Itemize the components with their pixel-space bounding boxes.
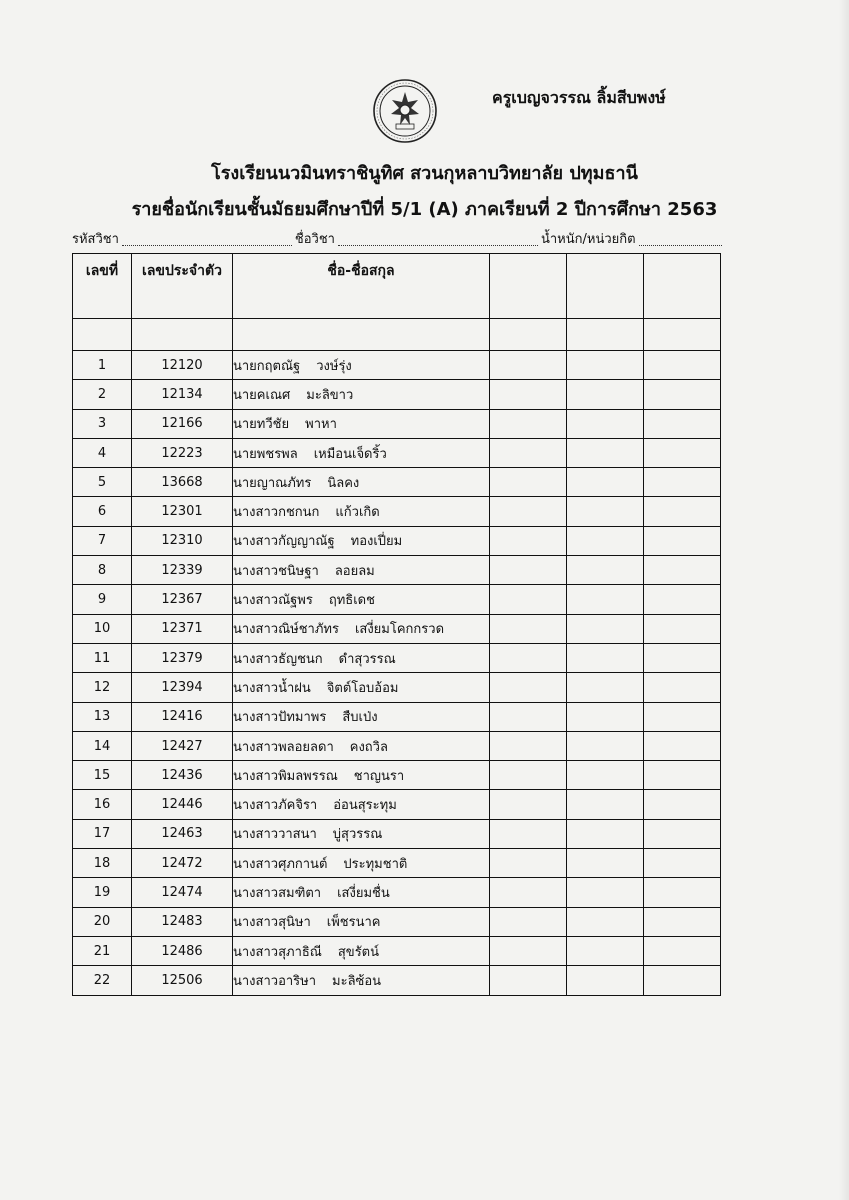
- row-first-name: นางสาวกชกนก: [233, 505, 320, 521]
- row-blank-cell-3: [644, 438, 721, 467]
- row-blank-cell-3: [644, 556, 721, 585]
- table-row: [73, 819, 721, 848]
- row-full-name: [233, 643, 490, 672]
- school-title: โรงเรียนนวมินทราชินูทิศ สวนกุหลาบวิทยาลัย ปทุมธานี: [211, 163, 638, 184]
- row-student-id: 12339: [132, 556, 233, 585]
- row-full-name: [233, 702, 490, 731]
- row-student-id: 12134: [132, 380, 233, 409]
- row-first-name: นางสาวพลอยลดา: [233, 739, 334, 755]
- row-last-name: อ่อนสุระทุม: [333, 798, 397, 814]
- row-student-id: 12310: [132, 526, 233, 555]
- row-first-name: นายญาณภัทร: [233, 475, 312, 491]
- row-full-name: [233, 556, 490, 585]
- row-last-name: ชาญนรา: [353, 768, 405, 784]
- row-blank-cell-1: [490, 819, 567, 848]
- row-full-name: [233, 819, 490, 848]
- row-full-name: [233, 966, 490, 995]
- row-full-name: [233, 673, 490, 702]
- row-blank-cell-2: [567, 556, 644, 585]
- row-number: 5: [73, 468, 132, 497]
- row-number: 20: [73, 907, 132, 936]
- row-number: 1: [73, 351, 132, 380]
- subject-code-blank: [122, 244, 292, 246]
- row-student-id: 12379: [132, 643, 233, 672]
- row-blank-cell-3: [644, 966, 721, 995]
- table-row: [73, 673, 721, 702]
- spacer-cell: [490, 319, 567, 351]
- row-blank-cell-3: [644, 878, 721, 907]
- row-number: 22: [73, 966, 132, 995]
- row-number: 21: [73, 936, 132, 965]
- table-row: [73, 380, 721, 409]
- header-full-name: ชื่อ-ชื่อสกุล: [233, 254, 490, 319]
- row-blank-cell-2: [567, 849, 644, 878]
- spacer-cell: [73, 319, 132, 351]
- row-blank-cell-2: [567, 702, 644, 731]
- credit-blank: [639, 244, 722, 246]
- row-first-name: นายพชรพล: [233, 446, 298, 462]
- row-blank-cell-1: [490, 380, 567, 409]
- row-blank-cell-1: [490, 731, 567, 760]
- row-blank-cell-1: [490, 849, 567, 878]
- row-blank-cell-2: [567, 351, 644, 380]
- row-first-name: นางสาวชนิษฐา: [233, 563, 319, 579]
- credit-label: น้ำหนัก/หน่วยกิต: [540, 232, 636, 247]
- row-blank-cell-2: [567, 936, 644, 965]
- row-full-name: [233, 497, 490, 526]
- subject-name-blank: [338, 244, 538, 246]
- row-first-name: นางสาวณัฐพร: [233, 593, 313, 609]
- row-number: 6: [73, 497, 132, 526]
- table-row: [73, 790, 721, 819]
- row-student-id: 12120: [132, 351, 233, 380]
- row-number: 3: [73, 409, 132, 438]
- row-blank-cell-3: [644, 936, 721, 965]
- header-blank-2: [567, 254, 644, 319]
- row-first-name: นางสาวอาริษา: [233, 973, 317, 989]
- table-row: [73, 497, 721, 526]
- row-student-id: 12223: [132, 438, 233, 467]
- row-student-id: 12506: [132, 966, 233, 995]
- table-row: [73, 409, 721, 438]
- table-row: [73, 907, 721, 936]
- table-row: [73, 526, 721, 555]
- header-number: เลขที่: [73, 254, 132, 319]
- row-number: 9: [73, 585, 132, 614]
- spacer-cell: [567, 319, 644, 351]
- row-full-name: [233, 849, 490, 878]
- row-blank-cell-3: [644, 409, 721, 438]
- row-first-name: นางสาววาสนา: [233, 827, 317, 843]
- row-blank-cell-2: [567, 761, 644, 790]
- row-blank-cell-1: [490, 702, 567, 731]
- row-last-name: เหมือนเจ็ดริ้ว: [313, 446, 387, 462]
- row-last-name: ฤทธิเดช: [328, 593, 375, 609]
- row-last-name: ทองเปี่ยม: [350, 534, 403, 550]
- row-student-id: 12371: [132, 614, 233, 643]
- row-first-name: นางสาวศุภกานต์: [233, 856, 328, 872]
- row-full-name: [233, 614, 490, 643]
- row-full-name: [233, 409, 490, 438]
- row-number: 4: [73, 438, 132, 467]
- row-blank-cell-1: [490, 468, 567, 497]
- row-blank-cell-1: [490, 790, 567, 819]
- row-last-name: เสงี่ยมโคกกรวด: [354, 622, 445, 638]
- row-blank-cell-2: [567, 731, 644, 760]
- row-blank-cell-3: [644, 380, 721, 409]
- table-row: [73, 585, 721, 614]
- row-blank-cell-2: [567, 819, 644, 848]
- teacher-name: ครูเบญจวรรณ ลิ้มสีบพงษ์: [492, 88, 666, 107]
- row-blank-cell-1: [490, 907, 567, 936]
- row-blank-cell-3: [644, 849, 721, 878]
- row-first-name: นายกฤตณัฐ: [233, 358, 301, 374]
- row-first-name: นางสาวปัทมาพร: [233, 710, 327, 726]
- row-first-name: นางสาวสุภาธิณี: [233, 944, 322, 960]
- row-blank-cell-2: [567, 585, 644, 614]
- row-first-name: นางสาวกัญญาณัฐ: [233, 534, 335, 550]
- row-blank-cell-3: [644, 351, 721, 380]
- row-full-name: [233, 526, 490, 555]
- row-student-id: 12416: [132, 702, 233, 731]
- table-header-row: [73, 254, 721, 319]
- row-blank-cell-2: [567, 614, 644, 643]
- row-blank-cell-3: [644, 585, 721, 614]
- row-first-name: นายทวีชัย: [233, 417, 290, 433]
- row-last-name: เพ็ชรนาค: [326, 915, 381, 931]
- row-number: 11: [73, 643, 132, 672]
- row-blank-cell-1: [490, 526, 567, 555]
- row-number: 8: [73, 556, 132, 585]
- row-number: 14: [73, 731, 132, 760]
- row-number: 17: [73, 819, 132, 848]
- row-blank-cell-3: [644, 907, 721, 936]
- row-full-name: [233, 936, 490, 965]
- table-row: [73, 468, 721, 497]
- row-last-name: ลอยลม: [334, 563, 375, 579]
- row-student-id: 12367: [132, 585, 233, 614]
- row-student-id: 13668: [132, 468, 233, 497]
- row-last-name: นิลคง: [327, 475, 360, 491]
- row-blank-cell-3: [644, 468, 721, 497]
- row-last-name: แก้วเกิด: [335, 505, 380, 521]
- row-student-id: 12394: [132, 673, 233, 702]
- table-row: [73, 878, 721, 907]
- table-row: [73, 966, 721, 995]
- row-full-name: [233, 790, 490, 819]
- student-roster-table: [72, 253, 721, 996]
- row-blank-cell-1: [490, 614, 567, 643]
- row-number: 13: [73, 702, 132, 731]
- row-student-id: 12301: [132, 497, 233, 526]
- row-last-name: พาหา: [305, 417, 337, 433]
- spacer-cell: [644, 319, 721, 351]
- row-blank-cell-1: [490, 966, 567, 995]
- row-blank-cell-1: [490, 351, 567, 380]
- row-first-name: นางสาวสมฑิตา: [233, 885, 322, 901]
- row-student-id: 12472: [132, 849, 233, 878]
- header-blank-3: [644, 254, 721, 319]
- row-number: 18: [73, 849, 132, 878]
- row-student-id: 12483: [132, 907, 233, 936]
- row-blank-cell-2: [567, 673, 644, 702]
- header-blank-1: [490, 254, 567, 319]
- row-blank-cell-2: [567, 468, 644, 497]
- school-seal-icon: [372, 78, 438, 144]
- row-last-name: มะลิซ้อน: [332, 973, 382, 989]
- row-blank-cell-3: [644, 702, 721, 731]
- row-blank-cell-1: [490, 585, 567, 614]
- row-blank-cell-3: [644, 643, 721, 672]
- row-blank-cell-3: [644, 673, 721, 702]
- row-blank-cell-1: [490, 438, 567, 467]
- class-title: รายชื่อนักเรียนชั้นมัธยมศึกษาปีที่ 5/1 (A) ภาคเรียนที่ 2 ปีการศึกษา 2563: [131, 199, 718, 220]
- table-row: [73, 614, 721, 643]
- row-student-id: 12166: [132, 409, 233, 438]
- row-number: 2: [73, 380, 132, 409]
- row-last-name: มะลิขาว: [306, 387, 354, 403]
- spacer-cell: [233, 319, 490, 351]
- row-student-id: 12486: [132, 936, 233, 965]
- table-row: [73, 702, 721, 731]
- subject-meta-line: [72, 229, 722, 249]
- row-first-name: นางสาวพิมลพรรณ: [233, 768, 338, 784]
- row-last-name: คงถวิล: [349, 739, 388, 755]
- row-blank-cell-2: [567, 790, 644, 819]
- row-student-id: 12436: [132, 761, 233, 790]
- row-last-name: เสงี่ยมชื่น: [337, 885, 390, 901]
- row-last-name: ดำสุวรรณ: [338, 651, 396, 667]
- row-blank-cell-1: [490, 878, 567, 907]
- row-first-name: นางสาวน้ำฝน: [233, 680, 311, 696]
- row-blank-cell-2: [567, 380, 644, 409]
- row-blank-cell-1: [490, 497, 567, 526]
- row-full-name: [233, 761, 490, 790]
- row-blank-cell-1: [490, 556, 567, 585]
- table-row: [73, 731, 721, 760]
- row-number: 7: [73, 526, 132, 555]
- row-blank-cell-3: [644, 526, 721, 555]
- row-student-id: 12446: [132, 790, 233, 819]
- row-full-name: [233, 438, 490, 467]
- row-number: 10: [73, 614, 132, 643]
- row-student-id: 12474: [132, 878, 233, 907]
- table-spacer-row: [73, 319, 721, 351]
- row-blank-cell-2: [567, 966, 644, 995]
- row-number: 12: [73, 673, 132, 702]
- row-blank-cell-3: [644, 819, 721, 848]
- table-row: [73, 351, 721, 380]
- row-number: 15: [73, 761, 132, 790]
- table-row: [73, 761, 721, 790]
- row-blank-cell-1: [490, 643, 567, 672]
- row-blank-cell-3: [644, 497, 721, 526]
- table-row: [73, 849, 721, 878]
- row-number: 19: [73, 878, 132, 907]
- row-full-name: [233, 351, 490, 380]
- row-full-name: [233, 468, 490, 497]
- row-blank-cell-1: [490, 409, 567, 438]
- table-row: [73, 643, 721, 672]
- row-first-name: นางสาวธัญชนก: [233, 651, 323, 667]
- row-last-name: สุขรัตน์: [337, 944, 380, 960]
- row-first-name: นางสาวสุนิษา: [233, 915, 311, 931]
- subject-code-label: รหัสวิชา: [72, 232, 119, 247]
- row-first-name: นางสาวณิษ์ชาภัทร: [233, 622, 339, 638]
- row-blank-cell-2: [567, 526, 644, 555]
- row-first-name: นายคเณศ: [233, 387, 291, 403]
- row-first-name: นางสาวภัคจิรา: [233, 798, 318, 814]
- row-blank-cell-1: [490, 936, 567, 965]
- row-student-id: 12463: [132, 819, 233, 848]
- row-blank-cell-1: [490, 761, 567, 790]
- row-number: 16: [73, 790, 132, 819]
- row-blank-cell-2: [567, 643, 644, 672]
- row-full-name: [233, 585, 490, 614]
- row-full-name: [233, 731, 490, 760]
- row-blank-cell-3: [644, 790, 721, 819]
- subject-name-label: ชื่อวิชา: [294, 232, 335, 247]
- header-student-id: เลขประจำตัว: [132, 254, 233, 319]
- row-blank-cell-2: [567, 497, 644, 526]
- row-blank-cell-3: [644, 731, 721, 760]
- table-row: [73, 556, 721, 585]
- row-blank-cell-2: [567, 878, 644, 907]
- row-full-name: [233, 380, 490, 409]
- row-full-name: [233, 907, 490, 936]
- spacer-cell: [132, 319, 233, 351]
- table-row: [73, 438, 721, 467]
- row-blank-cell-2: [567, 409, 644, 438]
- row-last-name: บู่สุวรรณ: [332, 827, 383, 843]
- row-blank-cell-3: [644, 614, 721, 643]
- row-blank-cell-2: [567, 907, 644, 936]
- row-last-name: สืบเป่ง: [342, 710, 378, 726]
- row-blank-cell-3: [644, 761, 721, 790]
- table-row: [73, 936, 721, 965]
- row-full-name: [233, 878, 490, 907]
- row-student-id: 12427: [132, 731, 233, 760]
- row-blank-cell-2: [567, 438, 644, 467]
- row-last-name: วงษ์รุ่ง: [316, 358, 352, 374]
- row-last-name: จิตต์โอบอ้อม: [326, 680, 399, 696]
- row-blank-cell-1: [490, 673, 567, 702]
- row-last-name: ประทุมชาติ: [343, 856, 408, 872]
